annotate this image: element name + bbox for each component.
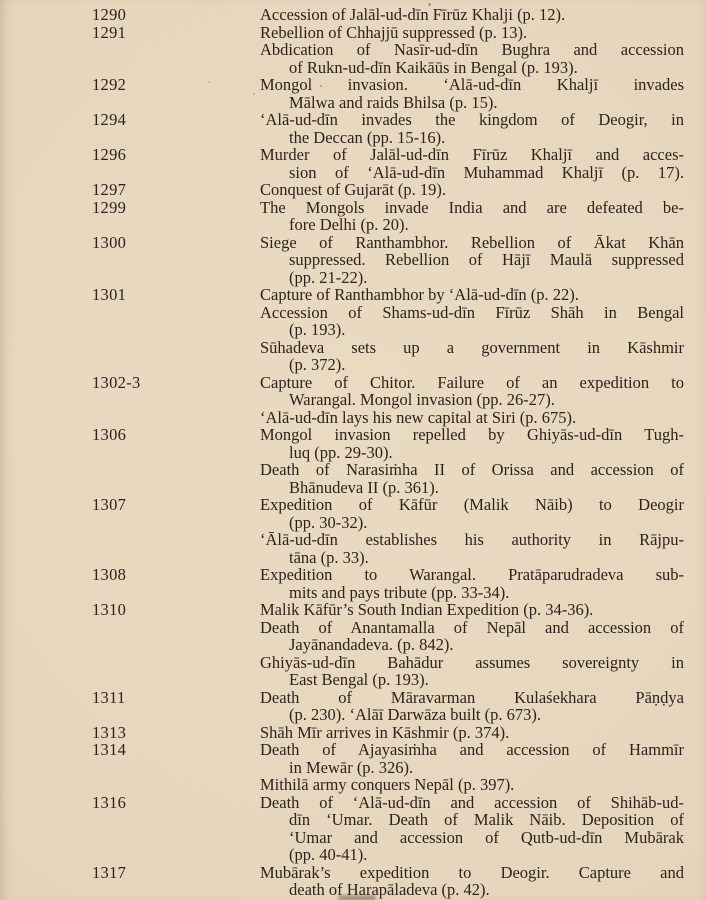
event-paragraph bbox=[260, 6, 684, 24]
event-description bbox=[260, 146, 684, 181]
scan-speck bbox=[428, 3, 431, 6]
event-line: Bhānudeva II (p. 361). bbox=[289, 477, 439, 497]
scan-speck bbox=[320, 85, 322, 87]
event-paragraph bbox=[260, 864, 684, 899]
event-line: tāna (p. 33). bbox=[289, 547, 369, 567]
chronology-row bbox=[0, 864, 706, 899]
year-label: 1306 bbox=[92, 425, 127, 444]
event-line: Accession of Jalāl-ud-dīn Fīrūz Khalji (p. 12). bbox=[260, 5, 566, 24]
event-line: Sūhadeva sets up a government in Kāshmir bbox=[260, 337, 684, 357]
event-line: Conquest of Gujarāt (p. 19). bbox=[260, 180, 447, 199]
event-paragraph bbox=[260, 566, 684, 601]
year-label: 1311 bbox=[92, 687, 126, 707]
year-label: 1292 bbox=[92, 75, 127, 94]
page-number-cutoff-mark bbox=[338, 895, 376, 900]
event-paragraph bbox=[260, 409, 684, 427]
year-label: 1291 bbox=[92, 22, 127, 42]
event-line: (pp. 40-41). bbox=[289, 845, 368, 864]
event-paragraph bbox=[260, 776, 684, 794]
event-line: (p. 372). bbox=[289, 355, 346, 374]
event-line: East Bengal (p. 193). bbox=[289, 670, 429, 689]
year-label: 1308 bbox=[92, 565, 127, 584]
event-description bbox=[260, 286, 684, 374]
event-line: ‘Umar and accession of Qutb-ud-dīn Mubārak bbox=[289, 827, 684, 847]
event-description bbox=[260, 426, 684, 496]
event-line: (pp. 21-22). bbox=[289, 267, 368, 287]
event-paragraph bbox=[260, 794, 684, 864]
chronology-row bbox=[0, 689, 706, 724]
year-label: 1316 bbox=[92, 792, 127, 812]
event-line: Capture of Ranthambhor by ‘Alā-ud-dīn (p. 22). bbox=[260, 285, 579, 304]
event-line: Warangal. Mongol invasion (pp. 26-27). bbox=[289, 390, 555, 409]
event-paragraph bbox=[260, 531, 684, 566]
event-line: Mongol invasion. ‘Alā-ud-dīn Khaljī invades bbox=[260, 75, 684, 94]
event-line: Capture of Chitor. Failure of an expedition to bbox=[260, 372, 684, 392]
event-line: Mithilā army conquers Nepāl (p. 397). bbox=[260, 775, 515, 794]
event-paragraph bbox=[260, 304, 684, 339]
event-description bbox=[260, 741, 684, 794]
scan-speck bbox=[208, 81, 210, 83]
year-label: 1314 bbox=[92, 740, 127, 759]
year-label: 1317 bbox=[92, 862, 127, 882]
event-line: Malik Kāfūr’s South Indian Expedition (p. 34-36). bbox=[260, 600, 594, 619]
event-line: Mubārak’s expedition to Deogir. Capture and bbox=[260, 862, 684, 882]
event-description bbox=[260, 234, 684, 287]
year-label: 1301 bbox=[92, 285, 127, 304]
event-description bbox=[260, 689, 684, 724]
event-description bbox=[260, 496, 684, 566]
event-description bbox=[260, 76, 684, 111]
event-description bbox=[260, 374, 684, 427]
event-line: Expedition of Kāfūr (Malik Nāib) to Deogir bbox=[260, 495, 684, 514]
event-paragraph bbox=[260, 496, 684, 531]
event-description bbox=[260, 6, 684, 24]
event-line: (pp. 30-32). bbox=[289, 512, 368, 532]
year-label: 1296 bbox=[92, 145, 127, 164]
event-line: luq (pp. 29-30). bbox=[289, 442, 393, 462]
year-label: 1297 bbox=[92, 180, 127, 199]
event-paragraph bbox=[260, 374, 684, 409]
chronology-row bbox=[0, 146, 706, 181]
year-label: 1307 bbox=[92, 495, 127, 514]
chronology-row bbox=[0, 566, 706, 601]
event-paragraph bbox=[260, 181, 684, 199]
event-paragraph bbox=[260, 426, 684, 461]
event-line: Abdication of Nasīr-ud-dīn Bughra and accession bbox=[260, 40, 684, 59]
year-label: 1300 bbox=[92, 232, 127, 252]
event-description bbox=[260, 111, 684, 146]
event-line: Rebellion of Chhajjū suppressed (p. 13). bbox=[260, 22, 528, 42]
event-paragraph bbox=[260, 724, 684, 742]
event-paragraph bbox=[260, 146, 684, 181]
event-line: the Deccan (pp. 15-16). bbox=[289, 127, 446, 147]
event-line: suppressed. Rebellion of Hājī Maulā suppressed bbox=[289, 250, 684, 269]
chronology-row bbox=[0, 286, 706, 374]
chronology-row bbox=[0, 724, 706, 742]
event-line: Death of Anantamalla of Nepāl and accession of bbox=[260, 617, 684, 637]
event-paragraph bbox=[260, 461, 684, 496]
chronology-row bbox=[0, 234, 706, 287]
chronology-row bbox=[0, 76, 706, 111]
chronology-row bbox=[0, 794, 706, 864]
event-paragraph bbox=[260, 24, 684, 42]
event-paragraph bbox=[260, 689, 684, 724]
chronology-row bbox=[0, 181, 706, 199]
event-paragraph bbox=[260, 339, 684, 374]
event-line: death of Harapāladeva (p. 42). bbox=[289, 880, 490, 899]
chronology-row bbox=[0, 426, 706, 496]
event-line: Death of ‘Alā-ud-dīn and accession of Shihāb-ud- bbox=[260, 792, 684, 812]
event-line: Death of Narasiṁha II of Orissa and accession of bbox=[260, 460, 684, 479]
event-line: ‘Alā-ud-dīn lays his new capital at Siri (p. 675). bbox=[260, 407, 577, 427]
event-line: fore Delhi (p. 20). bbox=[289, 215, 409, 234]
year-label: 1313 bbox=[92, 722, 127, 742]
event-description bbox=[260, 724, 684, 742]
chronology-row bbox=[0, 111, 706, 146]
event-line: Jayānandadeva. (p. 842). bbox=[289, 635, 454, 654]
event-line: Accession of Shams-ud-dīn Fīrūz Shāh in Bengal bbox=[260, 302, 684, 322]
chronology-row bbox=[0, 496, 706, 566]
chronology-row bbox=[0, 6, 706, 24]
chronology-row bbox=[0, 199, 706, 234]
event-line: (p. 193). bbox=[289, 320, 346, 339]
event-line: dīn ‘Umar. Death of Malik Nāib. Deposition of bbox=[289, 810, 684, 829]
event-paragraph bbox=[260, 654, 684, 689]
event-description bbox=[260, 566, 684, 601]
scan-speck bbox=[253, 93, 255, 95]
year-label: 1302-3 bbox=[92, 372, 141, 392]
event-line: in Mewār (p. 326). bbox=[289, 757, 414, 777]
event-line: mits and pays tribute (pp. 33-34). bbox=[289, 582, 510, 602]
event-paragraph bbox=[260, 41, 684, 76]
event-line: of Rukn-ud-dīn Kaikāūs in Bengal (p. 193). bbox=[289, 57, 578, 77]
event-description bbox=[260, 601, 684, 689]
year-label: 1310 bbox=[92, 600, 127, 619]
event-line: The Mongols invade India and are defeated be- bbox=[260, 197, 684, 217]
event-paragraph bbox=[260, 234, 684, 287]
event-description bbox=[260, 181, 684, 199]
event-line: ‘Alā-ud-dīn invades the kingdom of Deogir, in bbox=[260, 110, 684, 129]
event-paragraph bbox=[260, 619, 684, 654]
event-description bbox=[260, 794, 684, 864]
event-paragraph bbox=[260, 741, 684, 776]
event-line: Death of Māravarman Kulaśekhara Pāṇḍya bbox=[260, 687, 684, 707]
event-paragraph bbox=[260, 286, 684, 304]
chronology-row bbox=[0, 374, 706, 427]
event-line: Expedition to Warangal. Pratāparudradeva sub- bbox=[260, 565, 684, 584]
event-description bbox=[260, 864, 684, 899]
event-line: sion of ‘Alā-ud-dīn Muhammad Khaljī (p. 17). bbox=[289, 162, 684, 182]
event-paragraph bbox=[260, 111, 684, 146]
chronology-row bbox=[0, 741, 706, 794]
chronology-row bbox=[0, 601, 706, 689]
chronology-row bbox=[0, 24, 706, 77]
event-line: Mongol invasion repelled by Ghiyās-ud-dīn Tugh- bbox=[260, 425, 684, 444]
event-paragraph bbox=[260, 601, 684, 619]
event-paragraph bbox=[260, 76, 684, 111]
event-line: ‘Ālā-ud-dīn establishes his authority in Rājpu- bbox=[260, 530, 684, 549]
event-line: Murder of Jalāl-ud-dīn Fīrūz Khaljī and acces- bbox=[260, 145, 684, 164]
event-line: Death of Ajayasiṁha and accession of Hammīr bbox=[260, 740, 684, 759]
event-description bbox=[260, 24, 684, 77]
event-line: Shāh Mīr arrives in Kāshmir (p. 374). bbox=[260, 722, 510, 742]
event-paragraph bbox=[260, 199, 684, 234]
year-label: 1299 bbox=[92, 197, 127, 217]
year-label: 1294 bbox=[92, 110, 127, 129]
event-line: Ghiyās-ud-dīn Bahādur assumes sovereignty in bbox=[260, 652, 684, 672]
event-line: Mālwa and raids Bhilsa (p. 15). bbox=[289, 92, 498, 112]
event-line: (p. 230). ‘Alāī Darwāza built (p. 673). bbox=[289, 705, 542, 724]
year-label: 1290 bbox=[92, 5, 127, 24]
event-line: Siege of Ranthambhor. Rebellion of Ākat Khān bbox=[260, 232, 684, 252]
chronology-list bbox=[0, 6, 706, 899]
event-description bbox=[260, 199, 684, 234]
